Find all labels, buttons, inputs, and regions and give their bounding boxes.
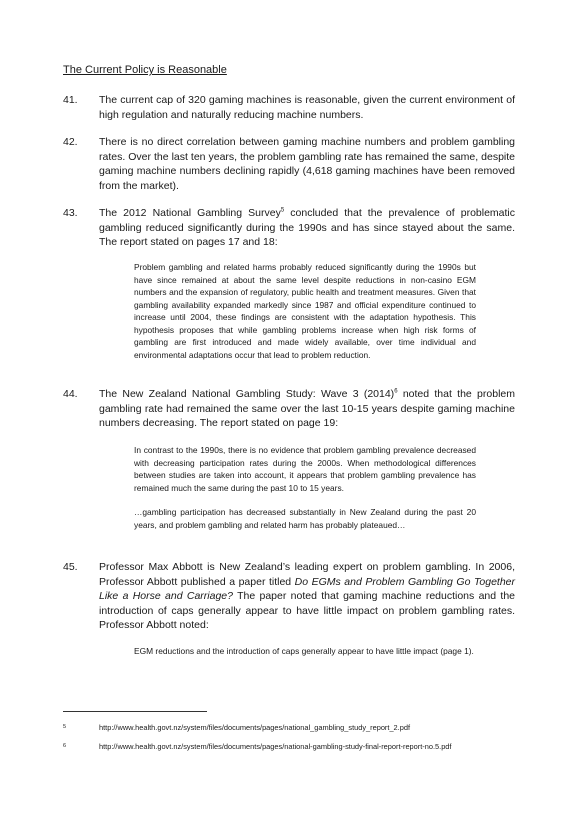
paragraph-text xyxy=(99,206,515,250)
footnote-separator xyxy=(63,711,207,712)
quote-text: …gambling participation has decreased substantially in New Zealand during the past 20 years, and problem gambling and related harm has probably plateaued… xyxy=(134,507,476,530)
paragraph-text-part: Professor Max Abbott is New Zealand’s leading expert on problem gambling. In 2006, Professor Abbott published a paper titled xyxy=(99,561,515,588)
section-heading: The Current Policy is Reasonable xyxy=(63,64,227,76)
quote-text: In contrast to the 1990s, there is no evidence that problem gambling prevalence decreased with decreasing participation rates during the 2000s. When methodological differences between studies are taken into account, it appears that problem gambling prevalence has remained much the same during the past 10 to 15 years. xyxy=(134,445,476,493)
paragraph-text-part: concluded that the prevalence of problematic gambling reduced significantly during the 1990s and has since stayed about the same. The report stated on pages 17 and 18: xyxy=(99,207,516,249)
paragraph-45 xyxy=(63,560,515,633)
quote-text: EGM reductions and the introduction of caps generally appear to have little impact (page 1). xyxy=(134,646,474,656)
paragraph-number: 45. xyxy=(63,561,78,573)
footnote-reference: 5 xyxy=(280,207,285,214)
paper-title: Do EGMs and Problem Gambling Go Together Like a Horse and Carriage? xyxy=(99,575,516,603)
footnote-5 xyxy=(63,723,533,733)
block-quote-44 xyxy=(134,444,476,531)
footnote-link[interactable]: http://www.health.govt.nz/system/files/documents/pages/national_gambling_study_report_2.pdf xyxy=(99,723,410,732)
quote-text: Problem gambling and related harms probably reduced significantly during the 1990s but have since remained at about the same level despite reductions in non-casino EGM numbers and the expansion of regulatory, public health and treatment measures. Given that gambling availability expanded markedly since 1987 and official expenditure continued to increase until 2004, these findings are consistent with the adaptation hypothesis. This hypothesis proposes that while gambling problems increase when high risk forms of gambling are first introduced and made widely available, over time individual and environmental adaptations occur that lead to problem reduction. xyxy=(134,262,476,360)
footnote-mark: 6 xyxy=(63,743,67,749)
paragraph-text: The current cap of 320 gaming machines is reasonable, given the current environment of high regulation and naturally reducing machine numbers. xyxy=(99,94,515,121)
paragraph-text-part: The 2012 National Gambling Survey xyxy=(99,207,281,219)
paragraph-text-part: The paper noted that gaming machine reductions and the introduction of caps generally appear to have little impact on problem gambling rates. Professor Abbott noted: xyxy=(99,590,515,632)
paragraph-42 xyxy=(63,135,515,193)
paragraph-text: There is no direct correlation between gaming machine numbers and problem gambling rates. Over the last ten years, the problem gambling rate has remained the same, despite gaming machine numbers declining rapidly (4,618 gaming machines have been removed from the market). xyxy=(99,136,515,192)
block-quote-45 xyxy=(134,645,476,658)
paragraph-text xyxy=(99,387,515,431)
paragraph-43 xyxy=(63,206,515,250)
paragraph-text-part: noted that the problem gambling rate had remained the same over the last 10-15 years despite gaming machine numbers decreasing. The report stated on page 19: xyxy=(99,388,515,430)
paragraph-text xyxy=(99,560,515,633)
footnote-mark: 5 xyxy=(63,724,67,730)
paragraph-text-part: The New Zealand National Gambling Study: Wave 3 (2014) xyxy=(99,388,395,400)
footnote-6 xyxy=(63,742,533,752)
block-quote-43 xyxy=(134,261,476,361)
footnote-link[interactable]: http://www.health.govt.nz/system/files/documents/pages/national-gambling-study-final-report-report-no.5.pdf xyxy=(99,742,452,751)
paragraph-number: 44. xyxy=(63,388,78,400)
paragraph-44 xyxy=(63,387,515,431)
paragraph-41 xyxy=(63,93,515,122)
footnote-reference: 6 xyxy=(394,388,398,395)
paragraph-number: 42. xyxy=(63,136,78,148)
paragraph-number: 41. xyxy=(63,94,78,106)
paragraph-number: 43. xyxy=(63,207,78,219)
